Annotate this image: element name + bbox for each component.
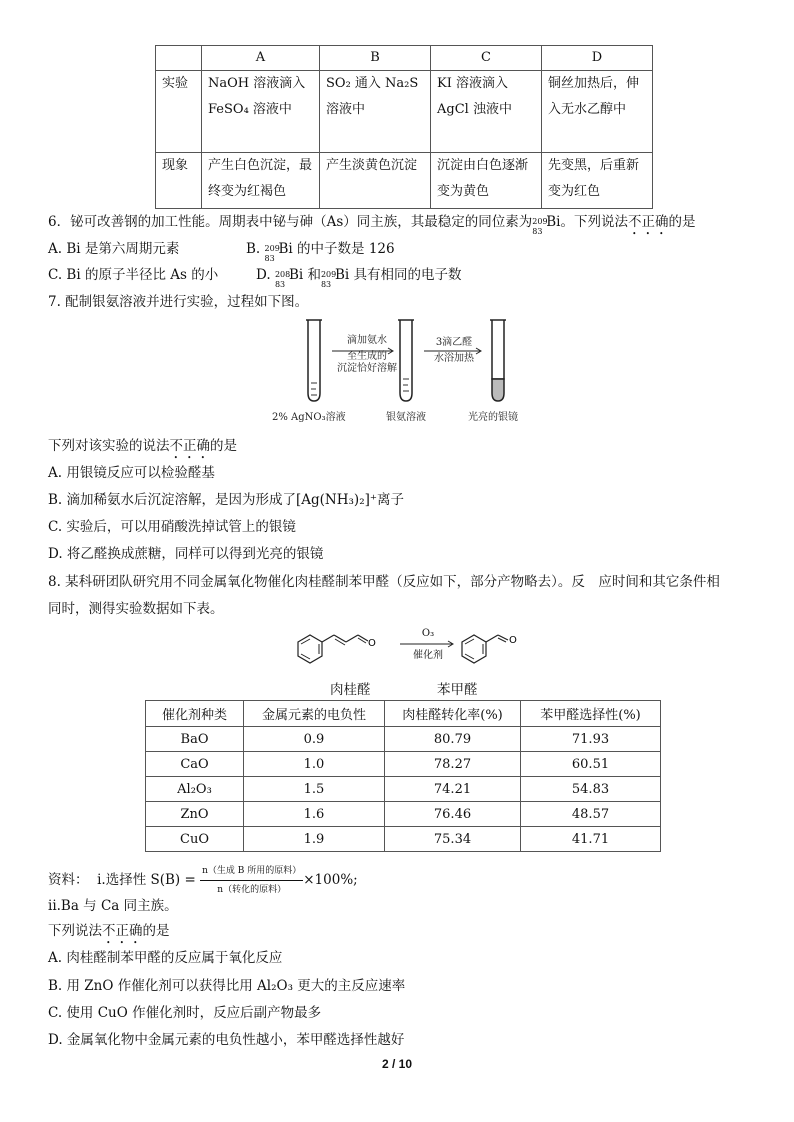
table-cell: 0.9 [244,727,385,752]
table-cell: 1.0 [244,752,385,777]
table-cell: ZnO [146,802,244,827]
header-cell: 肉桂醛转化率(%) [385,701,521,727]
condition-text: 沉淀恰好溶解 [337,363,397,374]
svg-text:O: O [368,638,376,649]
table-cell: 78.27 [385,752,521,777]
q6-option-b [246,240,395,263]
condition-text: 至生成的 [347,351,387,362]
q6-option-a: A. Bi 是第六周期元素 [48,241,180,257]
question-text: 下列对该实验的说法 [48,438,170,454]
q8-option-b: B. 用 ZnO 作催化剂可以获得比用 Al₂O₃ 更大的主反应速率 [48,978,406,994]
condition-text: 滴加氨水 [347,335,387,346]
catalyst-table [145,700,661,852]
condition-text: 3滴乙醛 [435,337,473,348]
table-cell: 60.51 [521,752,661,777]
table-cell: 76.46 [385,802,521,827]
option-text: Bi 的中子数是 126 [278,241,395,257]
experiment-table [155,45,653,209]
reagent-catalyst: 催化剂 [413,650,443,661]
benzaldehyde-structure [462,635,517,663]
bi-isotope [264,242,280,263]
q6-stem [48,213,696,238]
table-row [146,777,661,802]
table-cell: 1.5 [244,777,385,802]
atomic-number: 83 [274,279,286,289]
q7-option-d: D. 将乙醛换成蔗糖，同样可以得到光亮的银镜 [48,546,324,562]
table-cell: 产生白色沉淀，最终变为红褐色 [202,153,320,209]
table-cell: 74.21 [385,777,521,802]
row-label: 实验 [156,71,202,153]
table-cell: SO₂ 通入 Na₂S 溶液中 [320,71,431,153]
table-cell: 48.57 [521,802,661,827]
option-text: Bi 具有相同的电子数 [334,267,462,283]
table-cell: 41.71 [521,827,661,852]
info-i [48,862,358,899]
header-cell: 金属元素的电负性 [244,701,385,727]
emphasis-text: 不正确 [102,923,143,939]
question-text: 的是 [142,923,170,939]
benzaldehyde-label: 苯甲醛 [437,682,478,698]
table-cell: 铜丝加热后，伸入无水乙醇中 [542,71,653,153]
table-cell: 75.34 [385,827,521,852]
selectivity-fraction [200,862,303,899]
q8-question [48,922,170,947]
bi-isotope [532,215,548,236]
header-cell: D [542,46,653,71]
mass-number: 208 [274,269,291,279]
table-row [146,802,661,827]
tube-label-3: 光亮的银镜 [468,412,518,423]
header-cell: 苯甲醛选择性(%) [521,701,661,727]
info-text: i.选择性 S(B) = [97,872,196,888]
emphasis-text: 不正确 [628,214,669,230]
table-cell: 1.6 [244,802,385,827]
bi-isotope [320,268,337,289]
bi-isotope [274,268,291,289]
q6-option-d [256,266,462,289]
table-cell: 先变黑，后重新变为红色 [542,153,653,209]
header-cell: 催化剂种类 [146,701,244,727]
mass-number: 209 [264,243,280,253]
q6-stem-text: 。下列说法 [560,214,629,230]
q7-option-c: C. 实验后，可以用硝酸洗掉试管上的银镜 [48,519,296,535]
table-cell: BaO [146,727,244,752]
q6-option-c: C. Bi 的原子半径比 As 的小 [48,267,219,283]
test-tube-3 [490,320,506,401]
table-cell: Al₂O₃ [146,777,244,802]
row-label: 现象 [156,153,202,209]
mass-number: 209 [532,216,548,226]
table-row [146,727,661,752]
table-row [146,752,661,777]
q7-option-b: B. 滴加稀氨水后沉淀溶解，是因为形成了[Ag(NH₃)₂]⁺离子 [48,492,404,508]
q7-question [48,437,237,462]
header-cell [156,46,202,71]
element-symbol: Bi [546,214,561,230]
table-cell: 71.93 [521,727,661,752]
table-row [146,827,661,852]
arrow-1-condition [336,335,398,375]
q8-stem-line-2: 同时，测得实验数据如下表。 [48,601,224,617]
cinnamaldehyde-label: 肉桂醛 [330,682,371,698]
table-cell: 80.79 [385,727,521,752]
q7-stem: 7. 配制银氨溶液并进行实验，过程如下图。 [48,294,309,310]
table-cell: KI 溶液滴入 AgCl 浊液中 [431,71,542,153]
header-cell: A [202,46,320,71]
table-cell: NaOH 溶液滴入 FeSO₄ 溶液中 [202,71,320,153]
q8-stem-line-1: 8. 某科研团队研究用不同金属氧化物催化肉桂醛制苯甲醛（反应如下，部分产物略去）。反 应时间和其它条件相 [48,574,720,590]
table-row [156,71,653,153]
tube-label-1: 2% AgNO₃溶液 [272,412,346,423]
q8-option-c: C. 使用 CuO 作催化剂时，反应后副产物最多 [48,1005,322,1021]
tube-label-2: 银氨溶液 [386,412,426,423]
table-cell: 沉淀由白色逐渐变为黄色 [431,153,542,209]
info-label: 资料： [48,872,89,888]
q6-stem-text: 6．铋可改善钢的加工性能。周期表中铋与砷（As）同主族，其最稳定的同位素为 [48,214,533,230]
fraction-denominator: n（转化的原料） [217,885,287,895]
atomic-number: 83 [532,226,543,236]
page-number: 2 / 10 [381,1057,413,1071]
reagent-o3: O₃ [421,628,435,639]
svg-text:O: O [509,635,517,646]
question-text: 下列说法 [48,923,102,939]
q6-stem-text: 的是 [668,214,696,230]
test-tube-1 [306,320,322,401]
option-label: D. [256,267,275,283]
info-text: ×100%; [303,872,358,888]
question-text: 的是 [210,438,237,454]
emphasis-text: 不正确 [169,438,210,454]
catalyst-table-header [146,701,661,727]
option-label: B. [246,241,265,257]
option-text: Bi 和 [288,267,321,283]
q8-option-a: A. 肉桂醛制苯甲醛的反应属于氧化反应 [48,950,283,966]
mass-number: 209 [320,269,337,279]
info-ii: ii.Ba 与 Ca 同主族。 [48,898,178,914]
arrow-2-condition [426,336,482,366]
test-tube-2 [398,320,414,401]
table-cell: 产生淡黄色沉淀 [320,153,431,209]
experiment-table-header [156,46,653,71]
header-cell: B [320,46,431,71]
table-cell: CaO [146,752,244,777]
atomic-number: 83 [320,279,332,289]
condition-text: 水浴加热 [434,353,474,364]
table-row [156,153,653,209]
header-cell: C [431,46,542,71]
q7-option-a: A. 用银镜反应可以检验醛基 [48,465,215,481]
fraction-numerator: n（生成 B 所用的原料） [200,862,303,881]
q8-option-d: D. 金属氧化物中金属元素的电负性越小，苯甲醛选择性越好 [48,1032,405,1048]
table-cell: CuO [146,827,244,852]
cinnamaldehyde-structure [298,635,376,663]
table-cell: 1.9 [244,827,385,852]
atomic-number: 83 [264,253,275,263]
table-cell: 54.83 [521,777,661,802]
